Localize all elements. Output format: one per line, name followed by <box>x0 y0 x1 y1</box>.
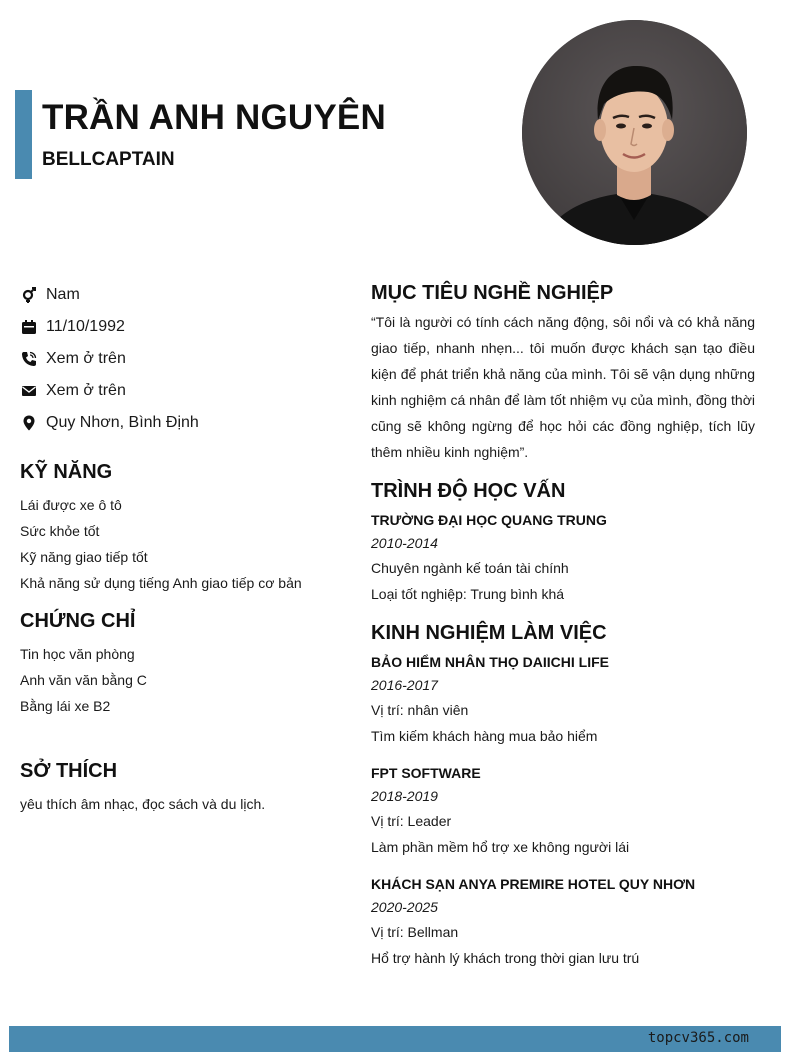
list-item: Sức khỏe tốt <box>20 523 100 539</box>
header-accent-bar <box>15 90 32 179</box>
skills-heading: KỸ NĂNG <box>20 461 113 483</box>
certificates-heading: CHỨNG CHỈ <box>20 610 136 632</box>
hobbies-text: yêu thích âm nhạc, đọc sách và du lịch. <box>20 796 266 812</box>
calendar-icon <box>20 319 37 336</box>
experience-heading: KINH NGHIỆM LÀM VIỆC <box>371 622 607 644</box>
job-entry <box>371 762 755 860</box>
contact-phone-text: Xem ở trên <box>46 350 126 367</box>
education-grade: Loại tốt nghiệp: Trung bình khá <box>371 586 565 602</box>
hobbies-section <box>20 760 340 817</box>
contact-phone <box>20 343 340 375</box>
job-position: Vị trí: Bellman <box>371 924 459 940</box>
job-description: Hổ trợ hành lý khách trong thời gian lưu trú <box>371 950 640 966</box>
avatar <box>522 20 747 245</box>
list-item: Bằng lái xe B2 <box>20 698 111 714</box>
company-name: KHÁCH SẠN ANYA PREMIRE HOTEL QUY NHƠN <box>371 876 696 892</box>
contact-email-text: Xem ở trên <box>46 382 126 399</box>
objective-section <box>371 282 755 465</box>
job-description: Tìm kiếm khách hàng mua bảo hiểm <box>371 728 598 744</box>
job-description: Làm phần mềm hổ trợ xe không người lái <box>371 839 630 855</box>
list-item: Khả năng sử dụng tiếng Anh giao tiếp cơ bản <box>20 575 302 591</box>
objective-text: “Tôi là người có tính cách năng động, sôi nổi và có khả năng giao tiếp, nhanh nhẹn... tôi muốn được khách sạn tạo điều kiện để phát triển khả năng của mình. Tôi sẽ vận dụng những kinh nghiệm cá nhân để làm tốt nhiệm vụ của mình, đồng thời cũng sẽ không ngừng để học hỏi các đồng nghiệp, tích lũy thêm nhiều kinh nghiệm”. <box>371 314 755 460</box>
email-icon <box>20 383 37 400</box>
phone-icon <box>20 351 37 368</box>
contact-gender <box>20 279 340 311</box>
avatar-portrait <box>522 20 747 245</box>
education-heading: TRÌNH ĐỘ HỌC VẤN <box>371 480 566 502</box>
right-column <box>371 282 755 971</box>
company-name: BẢO HIỂM NHÂN THỌ DAIICHI LIFE <box>371 654 609 670</box>
education-major: Chuyên ngành kế toán tài chính <box>371 560 569 576</box>
education-section <box>371 480 755 607</box>
job-entry <box>371 873 755 971</box>
footer-site-link[interactable]: topcv365.com <box>647 1030 749 1046</box>
contact-birthday <box>20 311 340 343</box>
contact-gender-text: Nam <box>46 286 80 303</box>
candidate-name: TRẦN ANH NGUYÊN <box>42 98 386 137</box>
list-item: Anh văn văn bằng C <box>20 672 147 688</box>
contact-address-text: Quy Nhơn, Bình Định <box>46 414 199 431</box>
list-item: Tin học văn phòng <box>20 646 135 662</box>
contact-birthday-text: 11/10/1992 <box>46 318 125 335</box>
job-position: Vị trí: Leader <box>371 813 452 829</box>
certificates-section <box>20 610 340 719</box>
experience-section <box>371 622 755 971</box>
list-item: Lái được xe ô tô <box>20 497 122 513</box>
contact-email <box>20 375 340 407</box>
left-column <box>20 279 340 817</box>
footer-bar <box>9 1026 781 1052</box>
skills-section <box>20 461 340 596</box>
gender-icon <box>20 287 37 304</box>
education-period: 2010-2014 <box>371 535 438 551</box>
hobbies-heading: SỞ THÍCH <box>20 760 118 782</box>
company-name: FPT SOFTWARE <box>371 765 481 781</box>
job-period: 2016-2017 <box>371 677 438 693</box>
contact-info <box>20 279 340 439</box>
job-period: 2018-2019 <box>371 788 438 804</box>
list-item: Kỹ năng giao tiếp tốt <box>20 549 148 565</box>
school-name: TRƯỜNG ĐẠI HỌC QUANG TRUNG <box>371 512 607 528</box>
candidate-job-title: BELLCAPTAIN <box>42 149 175 170</box>
location-icon <box>20 415 37 432</box>
job-position: Vị trí: nhân viên <box>371 702 469 718</box>
job-entry <box>371 651 755 749</box>
job-period: 2020-2025 <box>371 899 438 915</box>
contact-address <box>20 407 340 439</box>
objective-heading: MỤC TIÊU NGHỀ NGHIỆP <box>371 282 614 304</box>
